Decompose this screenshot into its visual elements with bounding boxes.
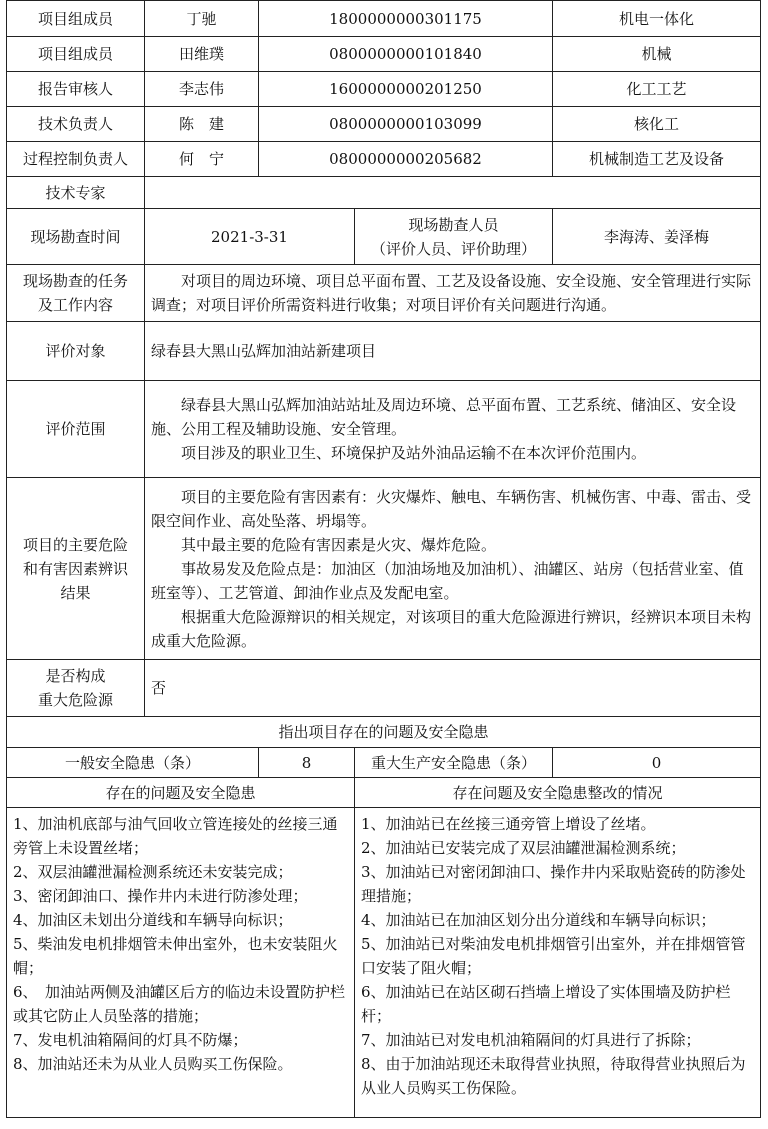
- list-item: 4、加油区未划出分道线和车辆导向标识；: [13, 911, 293, 929]
- hazard-text: [145, 478, 761, 660]
- list-item: 2、双层油罐泄漏检测系统还未安装完成；: [13, 863, 293, 881]
- issues-heading: 指出项目存在的问题及安全隐患: [7, 717, 761, 748]
- issues-heading-row: [7, 717, 761, 748]
- hazard-label-line: 项目的主要危险: [22, 535, 128, 554]
- member-major: 机械: [553, 37, 761, 72]
- member-row: [7, 37, 761, 72]
- evaluation-form: [6, 0, 760, 1118]
- hazard-label-line: 和有害因素辨识: [22, 559, 128, 578]
- hazard-label: [7, 478, 145, 660]
- issues-list-row: [7, 808, 761, 1118]
- form-table: [6, 0, 761, 1118]
- member-role: 技术负责人: [7, 107, 145, 142]
- survey-staff-value: 李海涛、姜泽梅: [553, 209, 761, 265]
- list-item: 6、加油站已在站区砌石挡墙上增设了实体围墙及防护栏杆；: [361, 983, 731, 1025]
- list-item: 1、加油机底部与油气回收立管连接处的丝接三通旁管上未设置丝堵；: [13, 815, 338, 857]
- major-source-label: [7, 660, 145, 717]
- scope-row: [7, 381, 761, 478]
- hazard-label-line: 结果: [60, 583, 91, 602]
- member-cert: 0800000000103099: [259, 107, 553, 142]
- expert-value: [145, 177, 761, 209]
- member-cert: 0800000000205682: [259, 142, 553, 177]
- list-item: 3、密闭卸油口、操作井内未进行防渗处理；: [13, 887, 308, 905]
- task-label: [7, 265, 145, 322]
- general-hazard-count: 8: [259, 748, 355, 778]
- object-label: 评价对象: [7, 322, 145, 381]
- task-row: [7, 265, 761, 322]
- member-role: 项目组成员: [7, 37, 145, 72]
- list-item: 3、加油站已对密闭卸油口、操作井内采取贴瓷砖的防渗处理措施；: [361, 863, 746, 905]
- list-item: 8、加油站还未为从业人员购买工伤保险。: [13, 1055, 293, 1073]
- issues-header-row: [7, 778, 761, 808]
- list-item: 8、由于加油站现还未取得营业执照，待取得营业执照后为从业人员购买工伤保险。: [361, 1055, 746, 1097]
- member-major: 机电一体化: [553, 1, 761, 37]
- expert-row: [7, 177, 761, 209]
- member-row: [7, 107, 761, 142]
- hazard-paragraph: 项目的主要危险有害因素有：火灾爆炸、触电、车辆伤害、机械伤害、中毒、雷击、受限空间作业、高处坠落、坍塌等。: [151, 487, 752, 530]
- list-item: 6、 加油站两侧及油罐区后方的临边未设置防护栏或其它防止人员坠落的措施；: [13, 983, 346, 1025]
- member-role: 项目组成员: [7, 1, 145, 37]
- major-hazard-label: 重大生产安全隐患（条）: [355, 748, 553, 778]
- member-cert: 1800000000301175: [259, 1, 553, 37]
- member-row: [7, 72, 761, 107]
- member-cert: 1600000000201250: [259, 72, 553, 107]
- hazard-paragraph: 事故易发及危险点是：加油区（加油场地及加油机）、油罐区、站房（包括营业室、值班室等）、工艺管道、卸油作业点及发配电室。: [151, 559, 744, 602]
- survey-row: [7, 209, 761, 265]
- major-source-row: [7, 660, 761, 717]
- scope-line: 项目涉及的职业卫生、环境保护及站外油品运输不在本次评价范围内。: [181, 444, 647, 462]
- problems-list: [7, 808, 355, 1118]
- list-item: 5、柴油发电机排烟管未伸出室外，也未安装阻火帽；: [13, 935, 338, 977]
- member-major: 机械制造工艺及设备: [553, 142, 761, 177]
- member-row: [7, 142, 761, 177]
- member-cert: 0800000000101840: [259, 37, 553, 72]
- survey-staff-label-line: （评价人员、评价助理）: [370, 239, 536, 258]
- list-item: 7、发电机油箱隔间的灯具不防爆；: [13, 1031, 248, 1049]
- list-item: 7、加油站已对发电机油箱隔间的灯具进行了拆除；: [361, 1031, 701, 1049]
- member-name: 陈 建: [145, 107, 259, 142]
- problems-header: 存在的问题及安全隐患: [7, 778, 355, 808]
- member-major: 化工工艺: [553, 72, 761, 107]
- major-hazard-count: 0: [553, 748, 761, 778]
- member-name: 李志伟: [145, 72, 259, 107]
- hazard-paragraph: 根据重大危险源辩识的相关规定，对该项目的重大危险源进行辨识，经辨识本项目未构成重大危险源。: [151, 607, 752, 650]
- member-name: 何 宁: [145, 142, 259, 177]
- task-label-line: 现场勘查的任务: [22, 272, 128, 290]
- general-hazard-label: 一般安全隐患（条）: [7, 748, 259, 778]
- member-row: [7, 1, 761, 37]
- survey-time-label: 现场勘查时间: [7, 209, 145, 265]
- survey-staff-label: [355, 209, 553, 265]
- list-item: 1、加油站已在丝接三通旁管上增设了丝堵。: [361, 815, 656, 833]
- list-item: 2、加油站已安装完成了双层油罐泄漏检测系统；: [361, 839, 686, 857]
- scope-label: 评价范围: [7, 381, 145, 478]
- scope-text: [145, 381, 761, 478]
- object-text: 绿春县大黑山弘辉加油站新建项目: [145, 322, 761, 381]
- member-name: 丁驰: [145, 1, 259, 37]
- hazard-row: [7, 478, 761, 660]
- scope-line: 绿春县大黑山弘辉加油站站址及周边环境、总平面布置、工艺系统、储油区、安全设施、公用工程及辅助设施、安全管理。: [151, 396, 737, 438]
- member-role: 过程控制负责人: [7, 142, 145, 177]
- member-name: 田维璞: [145, 37, 259, 72]
- major-source-label-line: 是否构成: [45, 667, 106, 685]
- task-label-line: 及工作内容: [37, 296, 113, 314]
- expert-label: 技术专家: [7, 177, 145, 209]
- fixes-header: 存在问题及安全隐患整改的情况: [355, 778, 761, 808]
- member-major: 核化工: [553, 107, 761, 142]
- member-role: 报告审核人: [7, 72, 145, 107]
- list-item: 5、加油站已对柴油发电机排烟管引出室外，并在排烟管管口安装了阻火帽；: [361, 935, 746, 977]
- issues-count-row: [7, 748, 761, 778]
- list-item: 4、加油站已在加油区划分出分道线和车辆导向标识；: [361, 911, 716, 929]
- survey-time-value: 2021-3-31: [145, 209, 355, 265]
- object-row: [7, 322, 761, 381]
- task-text: 对项目的周边环境、项目总平面布置、工艺及设备设施、安全设施、安全管理进行实际调查；对项目评价所需资料进行收集；对项目评价有关问题进行沟通。: [145, 265, 761, 322]
- hazard-paragraph: 其中最主要的危险有害因素是火灾、爆炸危险。: [181, 535, 497, 554]
- fixes-list: [355, 808, 761, 1118]
- major-source-value: 否: [145, 660, 761, 717]
- major-source-label-line: 重大危险源: [37, 691, 113, 709]
- survey-staff-label-line: 现场勘查人员: [408, 215, 499, 234]
